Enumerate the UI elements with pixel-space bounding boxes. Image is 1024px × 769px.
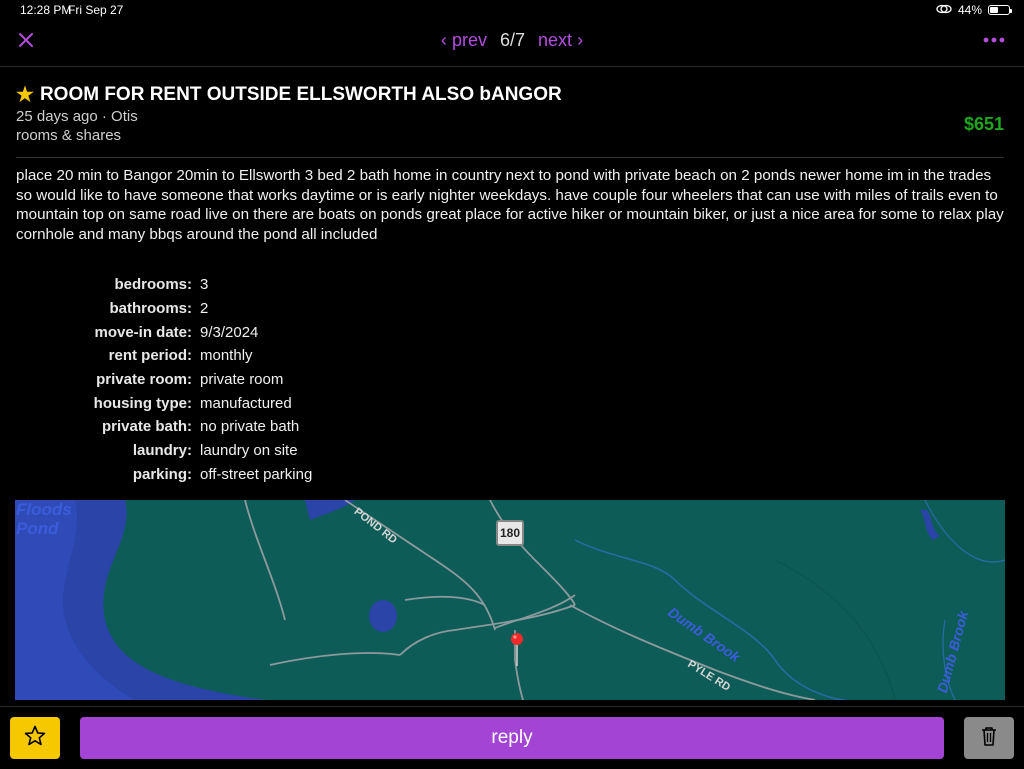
attribute-row xyxy=(16,320,312,344)
attribute-label: move-in date: xyxy=(94,323,192,341)
listing-category: rooms & shares xyxy=(16,127,122,144)
map-view[interactable] xyxy=(15,500,1005,700)
attribute-row xyxy=(16,463,312,487)
attribute-label: private room: xyxy=(96,371,192,389)
attribute-row xyxy=(16,344,312,368)
attribute-value: laundry on site xyxy=(200,442,298,460)
attribute-value: monthly xyxy=(200,347,253,365)
battery-icon xyxy=(988,5,1010,15)
ellipsis-icon[interactable] xyxy=(982,28,1006,58)
trash-icon xyxy=(979,725,999,752)
pager-controls xyxy=(0,30,1024,51)
attribute-row xyxy=(16,391,312,415)
star-icon: ★ xyxy=(16,84,34,106)
attribute-row xyxy=(16,273,312,297)
attribute-row xyxy=(16,368,312,392)
attribute-row xyxy=(16,415,312,439)
attribute-row xyxy=(16,297,312,321)
status-date: Fri Sep 27 xyxy=(68,3,124,17)
status-right xyxy=(936,3,1010,17)
attribute-label: parking: xyxy=(132,465,192,483)
attribute-label: rent period: xyxy=(108,347,192,365)
attribute-value: 9/3/2024 xyxy=(200,323,259,341)
attribute-label: laundry: xyxy=(132,442,192,460)
attribute-label: bathrooms: xyxy=(109,300,192,318)
listing-meta xyxy=(16,107,138,145)
page-indicator: 6/7 xyxy=(499,30,525,50)
divider xyxy=(16,157,1004,158)
status-time: 12:28 PM xyxy=(20,3,72,17)
listing-price: $651 xyxy=(963,114,1004,134)
map-label-pond-rd: POND RD xyxy=(351,505,400,547)
next-label: next xyxy=(538,30,573,50)
map-label-pyle-rd: PYLE RD xyxy=(685,658,733,694)
chevron-right-icon: › xyxy=(577,30,584,50)
attribute-value: no private bath xyxy=(200,418,300,436)
attribute-value: off-street parking xyxy=(200,465,313,483)
favorite-button[interactable] xyxy=(10,717,60,759)
prev-button[interactable] xyxy=(441,30,487,50)
attribute-row xyxy=(16,439,312,463)
attribute-label: bedrooms: xyxy=(114,276,192,294)
star-outline-icon xyxy=(23,724,47,753)
prev-label: prev xyxy=(451,30,487,50)
map-label-brook-2: Dumb Brook xyxy=(933,609,972,695)
bottom-toolbar xyxy=(0,706,1024,769)
next-button[interactable] xyxy=(538,30,583,50)
attribute-value: manufactured xyxy=(200,394,292,412)
battery-percent: 44% xyxy=(957,3,982,17)
attribute-value: 2 xyxy=(200,300,209,318)
attribute-value: 3 xyxy=(200,276,209,294)
chevron-left-icon: ‹ xyxy=(440,30,447,50)
listing-body: place 20 min to Bangor 20min to Ellsworth 3 bed 2 bath home in country next to pond with private beach on 2 ponds newer home im in the trades so would like to have someone that works daytime or is early nighter weekdays. have couple four wheelers that can use with miles of trails even to mountain top on same road live on there are boats on ponds great place for active hiker or mountain biker, or just a nice area for some to relax play cornhole and many bbqs around the pond all included xyxy=(16,167,1004,243)
screen-mirror-icon xyxy=(936,3,952,17)
reply-button[interactable] xyxy=(80,717,944,759)
map-label-pond: Floods Pond xyxy=(16,500,72,538)
nav-bar xyxy=(0,22,1024,67)
status-bar xyxy=(0,0,1024,22)
reply-label: reply xyxy=(491,727,533,748)
listing-title-row xyxy=(16,82,562,107)
attribute-label: housing type: xyxy=(93,394,192,412)
attribute-value: private room xyxy=(200,371,284,389)
attribute-label: private bath: xyxy=(101,418,192,436)
map-label-brook: Dumb Brook xyxy=(665,603,744,666)
route-shield: 180 xyxy=(496,520,524,546)
posted-info: 25 days ago · Otis xyxy=(16,108,138,125)
attribute-list xyxy=(16,273,312,486)
listing-title: ROOM FOR RENT OUTSIDE ELLSWORTH ALSO bANGOR xyxy=(39,83,562,105)
delete-button[interactable] xyxy=(964,717,1014,759)
